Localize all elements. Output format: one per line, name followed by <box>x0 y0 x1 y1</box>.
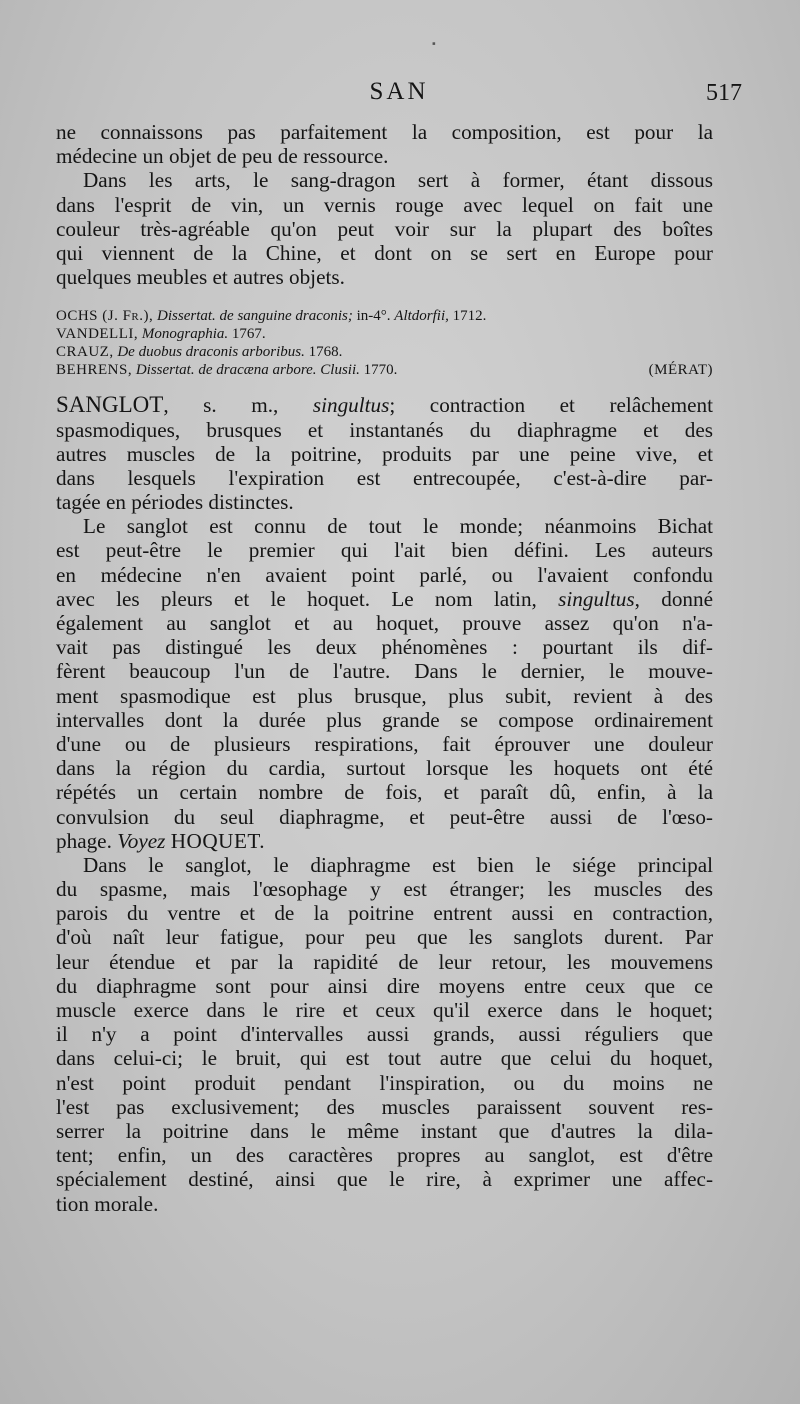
text-line: spasmodiques, brusques et instantanés du diaphragme et des <box>56 417 713 442</box>
reference-format: in-4°. <box>352 308 395 325</box>
text-line: dans lesquels l'expiration est entrecoupée, c'est-à-dire par- <box>56 465 713 490</box>
text-line: spécialement destiné, ainsi que le rire, à exprimer une affec- <box>56 1167 713 1192</box>
text-line: dans l'esprit de vin, un vernis rouge avec lequel on fait une <box>56 192 713 217</box>
article-author-signature: (MÉRAT) <box>648 362 713 379</box>
text-line: dans celui-ci; le bruit, qui est tout autre que celui du hoquet, <box>56 1046 713 1071</box>
text-line: fèrent beaucoup l'un de l'autre. Dans le dernier, le mouve- <box>56 659 713 684</box>
reference-year: 1712. <box>448 308 487 325</box>
text-line: du spasme, mais l'œsophage y est étranger; les muscles des <box>56 877 713 902</box>
text-line: qui viennent de la Chine, et dont on se sert en Europe pour <box>56 240 713 265</box>
text-line: est peut-être le premier qui l'ait bien défini. Les auteurs <box>56 538 713 563</box>
text-segment: avec les pleurs et le hoquet. Le nom latin, <box>56 586 537 611</box>
text-line: couleur très-agréable qu'on peut voir sur la plupart des boîtes <box>56 216 713 241</box>
text-line: l'est pas exclusivement; des muscles paraissent souvent res- <box>56 1094 713 1119</box>
page-number: 517 <box>706 80 742 106</box>
text-line: muscle exerce dans le rire et ceux qu'il exerce dans le hoquet; <box>56 998 713 1022</box>
text-line: du diaphragme sont pour ainsi dire moyens entre ceux que ce <box>56 973 713 998</box>
text-line <box>56 587 713 611</box>
reference-author: VANDELLI, <box>56 326 139 343</box>
reference-title: Dissertat. de sanguine draconis; <box>157 308 353 325</box>
reference-item <box>56 325 713 343</box>
text-line: convulsion du seul diaphragme, et peut-être aussi de l'œso- <box>56 804 713 829</box>
text-line: d'une ou de plusieurs respirations, fait éprouver une douleur <box>56 731 713 756</box>
text-line: répétés un certain nombre de fois, et paraît dû, enfin, à la <box>56 780 713 805</box>
text-line: parois du ventre et de la poitrine entrent aussi en contraction, <box>56 901 713 926</box>
text-line: dans la région du cardia, surtout lorsque les hoquets ont été <box>56 756 713 781</box>
reference-title: Monographia. <box>141 326 229 343</box>
cross-reference-label: Voyez <box>117 828 166 853</box>
entry-first-line <box>56 393 713 417</box>
text-line: tent; enfin, un des caractères propres au sanglot, est d'être <box>56 1143 713 1168</box>
entry-latin-term: singultus <box>312 393 390 418</box>
text-line: tion morale. <box>56 1191 159 1216</box>
text-line: intervalles dont la durée plus grande se compose ordinairement <box>56 707 713 732</box>
text-line: Dans le sanglot, le diaphragme est bien le siége principal <box>83 852 713 877</box>
reference-item <box>56 361 713 379</box>
text-line: également au sanglot et au hoquet, prouve assez qu'on n'a- <box>56 611 713 635</box>
reference-year: 1770. <box>359 362 398 379</box>
text-line: médecine un objet de peu de ressource. <box>56 144 389 169</box>
entry-headword: SANGLOT <box>56 393 164 418</box>
reference-author: OCHS (J. Fr.), <box>56 308 154 325</box>
text-line: Dans les arts, le sang-dragon sert à former, étant dissous <box>83 168 713 193</box>
page-body <box>56 120 713 1216</box>
ink-smudge-mark: ᐧ <box>430 30 437 60</box>
text-segment: , donné <box>634 586 713 611</box>
reference-title: Dissertat. de dracæna arbore. Clusii. <box>135 362 360 379</box>
text-line <box>56 829 713 853</box>
reference-title: De duobus draconis arboribus. <box>117 344 305 361</box>
bibliography-references <box>56 307 713 379</box>
text-line: autres muscles de la poitrine, produits par une peine vive, et <box>56 441 713 466</box>
page-header <box>56 78 742 118</box>
text-line: leur étendue et par la rapidité de leur retour, les mouvemens <box>56 949 713 974</box>
text-line: vait pas distingué les deux phénomènes : pourtant ils dif- <box>56 635 713 660</box>
reference-author: CRAUZ, <box>56 344 114 361</box>
text-line: n'est point produit pendant l'inspiration, ou du moins ne <box>56 1070 713 1095</box>
reference-item <box>56 343 713 361</box>
text-line: ment spasmodique est plus brusque, plus subit, revient à des <box>56 683 713 708</box>
text-line: Le sanglot est connu de tout le monde; néanmoins Bichat <box>83 514 713 539</box>
text-line: ne connaissons pas parfaitement la composition, est pour la <box>56 120 713 144</box>
reference-item <box>56 307 713 325</box>
text-line: d'où naît leur fatigue, pour peu que les sanglots durent. Par <box>56 925 713 950</box>
entry-grammar: , s. m., <box>163 393 313 418</box>
cross-reference-target: HOQUET. <box>170 828 266 853</box>
reference-year: 1767. <box>228 326 266 343</box>
reference-year: 1768. <box>304 344 343 361</box>
reference-author: BEHRENS, <box>56 362 133 379</box>
latin-term: singultus <box>558 586 635 611</box>
text-line: en médecine n'en avaient point parlé, ou l'avaient confondu <box>56 562 713 587</box>
text-line: serrer la poitrine dans le même instant que d'autres la dila- <box>56 1118 713 1143</box>
text-segment: phage. <box>56 828 112 853</box>
text-line: il n'y a point d'intervalles aussi grands, aussi réguliers que <box>56 1022 713 1047</box>
reference-place: Altdorfii, <box>394 308 449 325</box>
dictionary-entry-sanglot <box>56 393 713 1215</box>
text-line: quelques meubles et autres objets. <box>56 265 345 290</box>
running-head: SAN <box>369 78 429 105</box>
text-line: tagée en périodes distinctes. <box>56 490 294 515</box>
entry-definition-start: ; contraction et relâchement <box>389 393 713 418</box>
